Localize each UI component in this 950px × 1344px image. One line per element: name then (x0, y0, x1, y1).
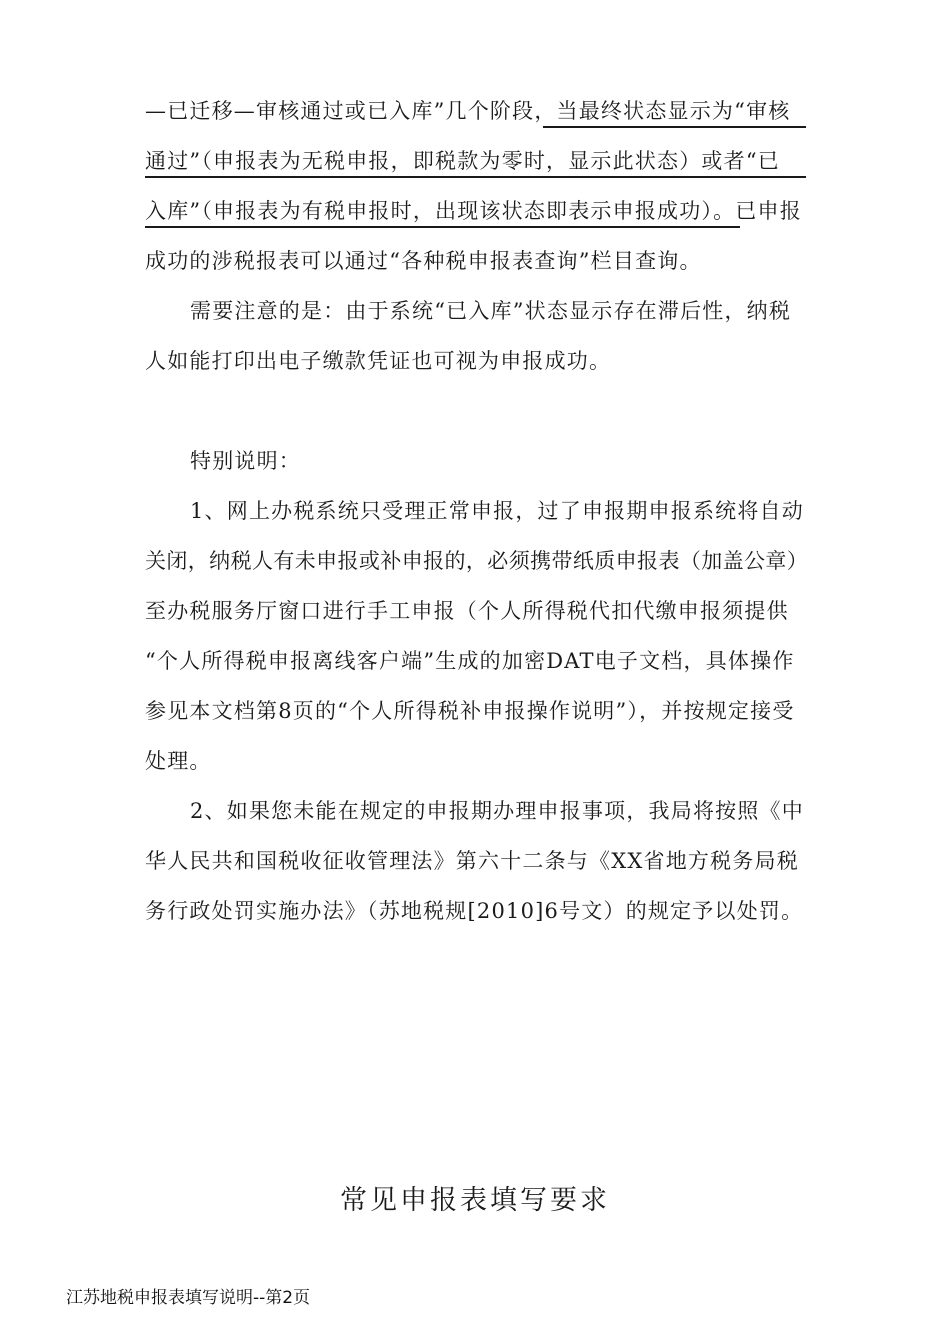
body-line: 处理。 (145, 749, 212, 773)
body-line: 通过”（申报表为无税申报，即税款为零时，显示此状态）或者“已 (145, 149, 780, 173)
emphasis-underline (543, 126, 806, 128)
body-line: 人如能打印出电子缴款凭证也可视为申报成功。 (145, 349, 612, 373)
body-line: 至办税服务厅窗口进行手工申报（个人所得税代扣代缴申报须提供 (145, 599, 789, 623)
body-line: 成功的涉税报表可以通过“各种税申报表查询”栏目查询。 (145, 249, 702, 273)
body-line: 务行政处罚实施办法》（苏地税规[2010]6号文）的规定予以处罚。 (145, 899, 804, 923)
body-line: 关闭，纳税人有未申报或补申报的，必须携带纸质申报表（加盖公章） (145, 549, 809, 573)
page-footer: 江苏地税申报表填写说明--第2页 (66, 1288, 311, 1308)
special-notes-heading: 特别说明： (190, 449, 301, 473)
emphasis-underline (145, 226, 740, 228)
body-line: 华人民共和国税收征收管理法》第六十二条与《XX省地方税务局税 (145, 849, 799, 873)
body-line: 1、网上办税系统只受理正常申报，过了申报期申报系统将自动 (190, 499, 804, 523)
body-line: 需要注意的是：由于系统“已入库”状态显示存在滞后性，纳税 (190, 299, 792, 323)
body-line: 2、如果您未能在规定的申报期办理申报事项，我局将按照《中 (190, 799, 804, 823)
section-title: 常见申报表填写要求 (340, 1185, 610, 1216)
body-line: —已迁移—审核通过或已入库”几个阶段，当最终状态显示为“审核 (145, 99, 791, 123)
body-line: 入库”（申报表为有税申报时，出现该状态即表示申报成功）。已申报 (145, 199, 802, 223)
body-line: “个人所得税申报离线客户端”生成的加密DAT电子文档，具体操作 (145, 649, 795, 673)
body-line: 参见本文档第8页的“个人所得税补申报操作说明”），并按规定接受 (145, 699, 795, 723)
emphasis-underline (145, 176, 806, 178)
